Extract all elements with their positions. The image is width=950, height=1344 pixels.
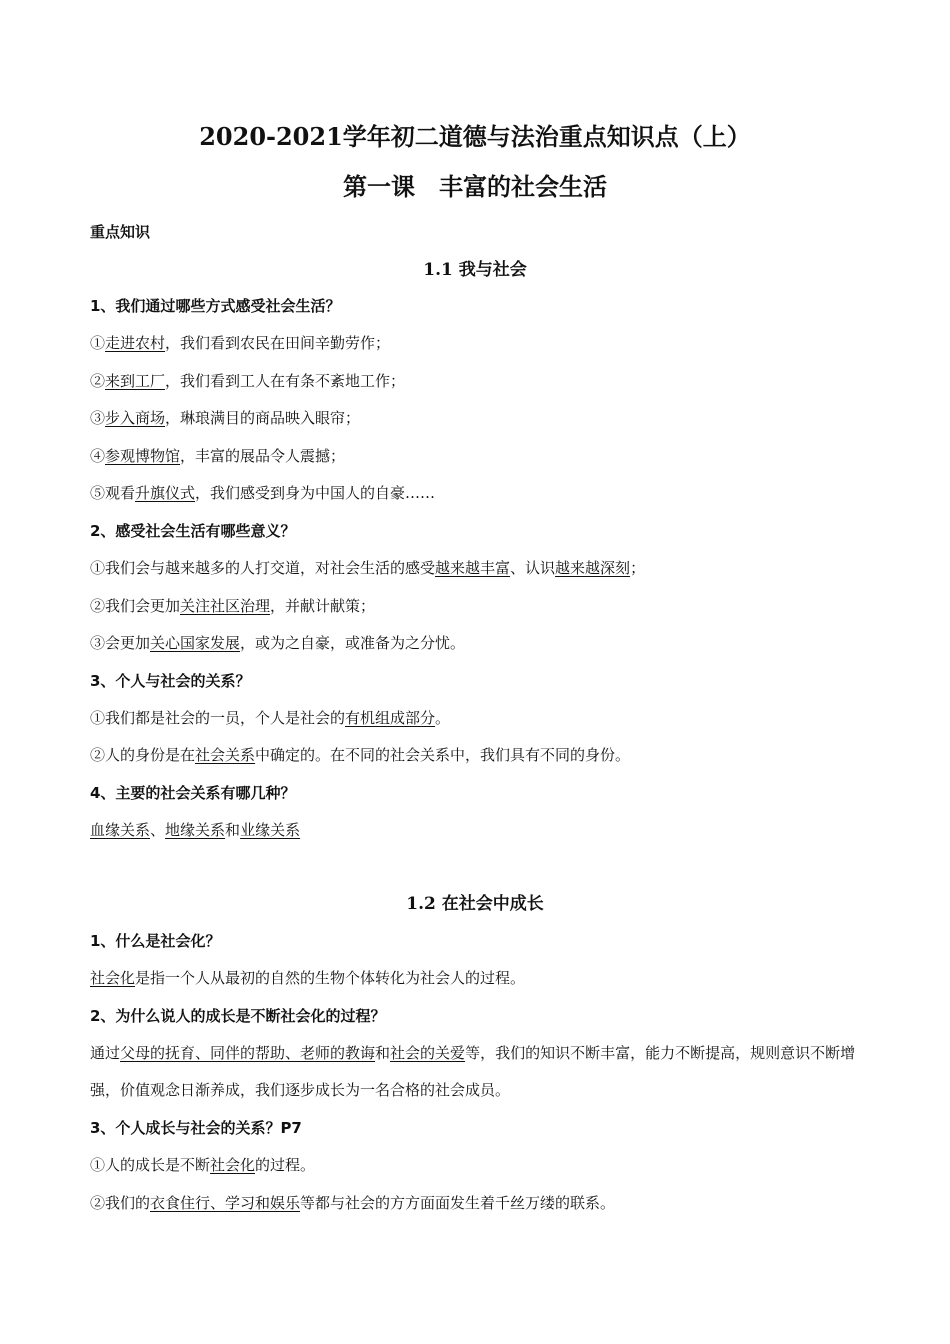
section-heading-1-2: 1.2 在社会中成长	[406, 894, 544, 914]
question-1-2-2: 2、为什么说人的成长是不断社会化的过程？	[90, 1007, 386, 1025]
section-label: 重点知识	[90, 223, 151, 241]
answer-line: ③步入商场，琳琅满目的商品映入眼帘；	[90, 409, 361, 427]
answer-line: ①我们会与越来越多的人打交道，对社会生活的感受越来越丰富、认识越来越深刻；	[90, 559, 646, 577]
answer-line: ①人的成长是不断社会化的过程。	[90, 1156, 316, 1174]
question-1-2-1: 1、什么是社会化？	[90, 932, 221, 950]
answer-line: ②人的身份是在社会关系中确定的。在不同的社会关系中，我们具有不同的身份。	[90, 746, 631, 764]
question-1-2-3: 3、个人成长与社会的关系？P7	[90, 1119, 302, 1137]
question-1-1-3: 3、个人与社会的关系？	[90, 672, 251, 690]
question-1-1-1: 1、我们通过哪些方式感受社会生活？	[90, 297, 341, 315]
answer-line: 社会化是指一个人从最初的自然的生物个体转化为社会人的过程。	[90, 969, 526, 987]
answer-line: ①我们都是社会的一员，个人是社会的有机组成部分。	[90, 709, 451, 727]
answer-line: ④参观博物馆，丰富的展品令人震撼；	[90, 447, 346, 465]
answer-line: ①走进农村，我们看到农民在田间辛勤劳作；	[90, 334, 391, 352]
section-heading-1-1: 1.1 我与社会	[423, 260, 527, 280]
document-title: 2020-2021学年初二道德与法治重点知识点（上）	[199, 122, 751, 151]
answer-line: ③会更加关心国家发展，或为之自豪，或准备为之分忧。	[90, 634, 466, 652]
question-1-1-4: 4、主要的社会关系有哪几种？	[90, 784, 296, 802]
answer-line: ②我们会更加关注社区治理，并献计献策；	[90, 597, 376, 615]
answer-line: ②我们的衣食住行、学习和娱乐等都与社会的方方面面发生着千丝万缕的联系。	[90, 1194, 616, 1212]
answer-paragraph: 通过父母的抚育、同伴的帮助、老师的教诲和社会的关爱等，我们的知识不断丰富，能力不断提高，规则意识不断增强，价值观念日渐养成，我们逐步成长为一名合格的社会成员。	[90, 1044, 856, 1099]
answer-line: ②来到工厂，我们看到工人在有条不紊地工作；	[90, 372, 406, 390]
question-1-1-2: 2、感受社会生活有哪些意义？	[90, 522, 296, 540]
answer-line: ⑤观看升旗仪式，我们感受到身为中国人的自豪……	[90, 484, 436, 502]
lesson-title: 第一课 丰富的社会生活	[343, 172, 607, 201]
answer-line: 血缘关系、地缘关系和业缘关系	[90, 821, 301, 839]
